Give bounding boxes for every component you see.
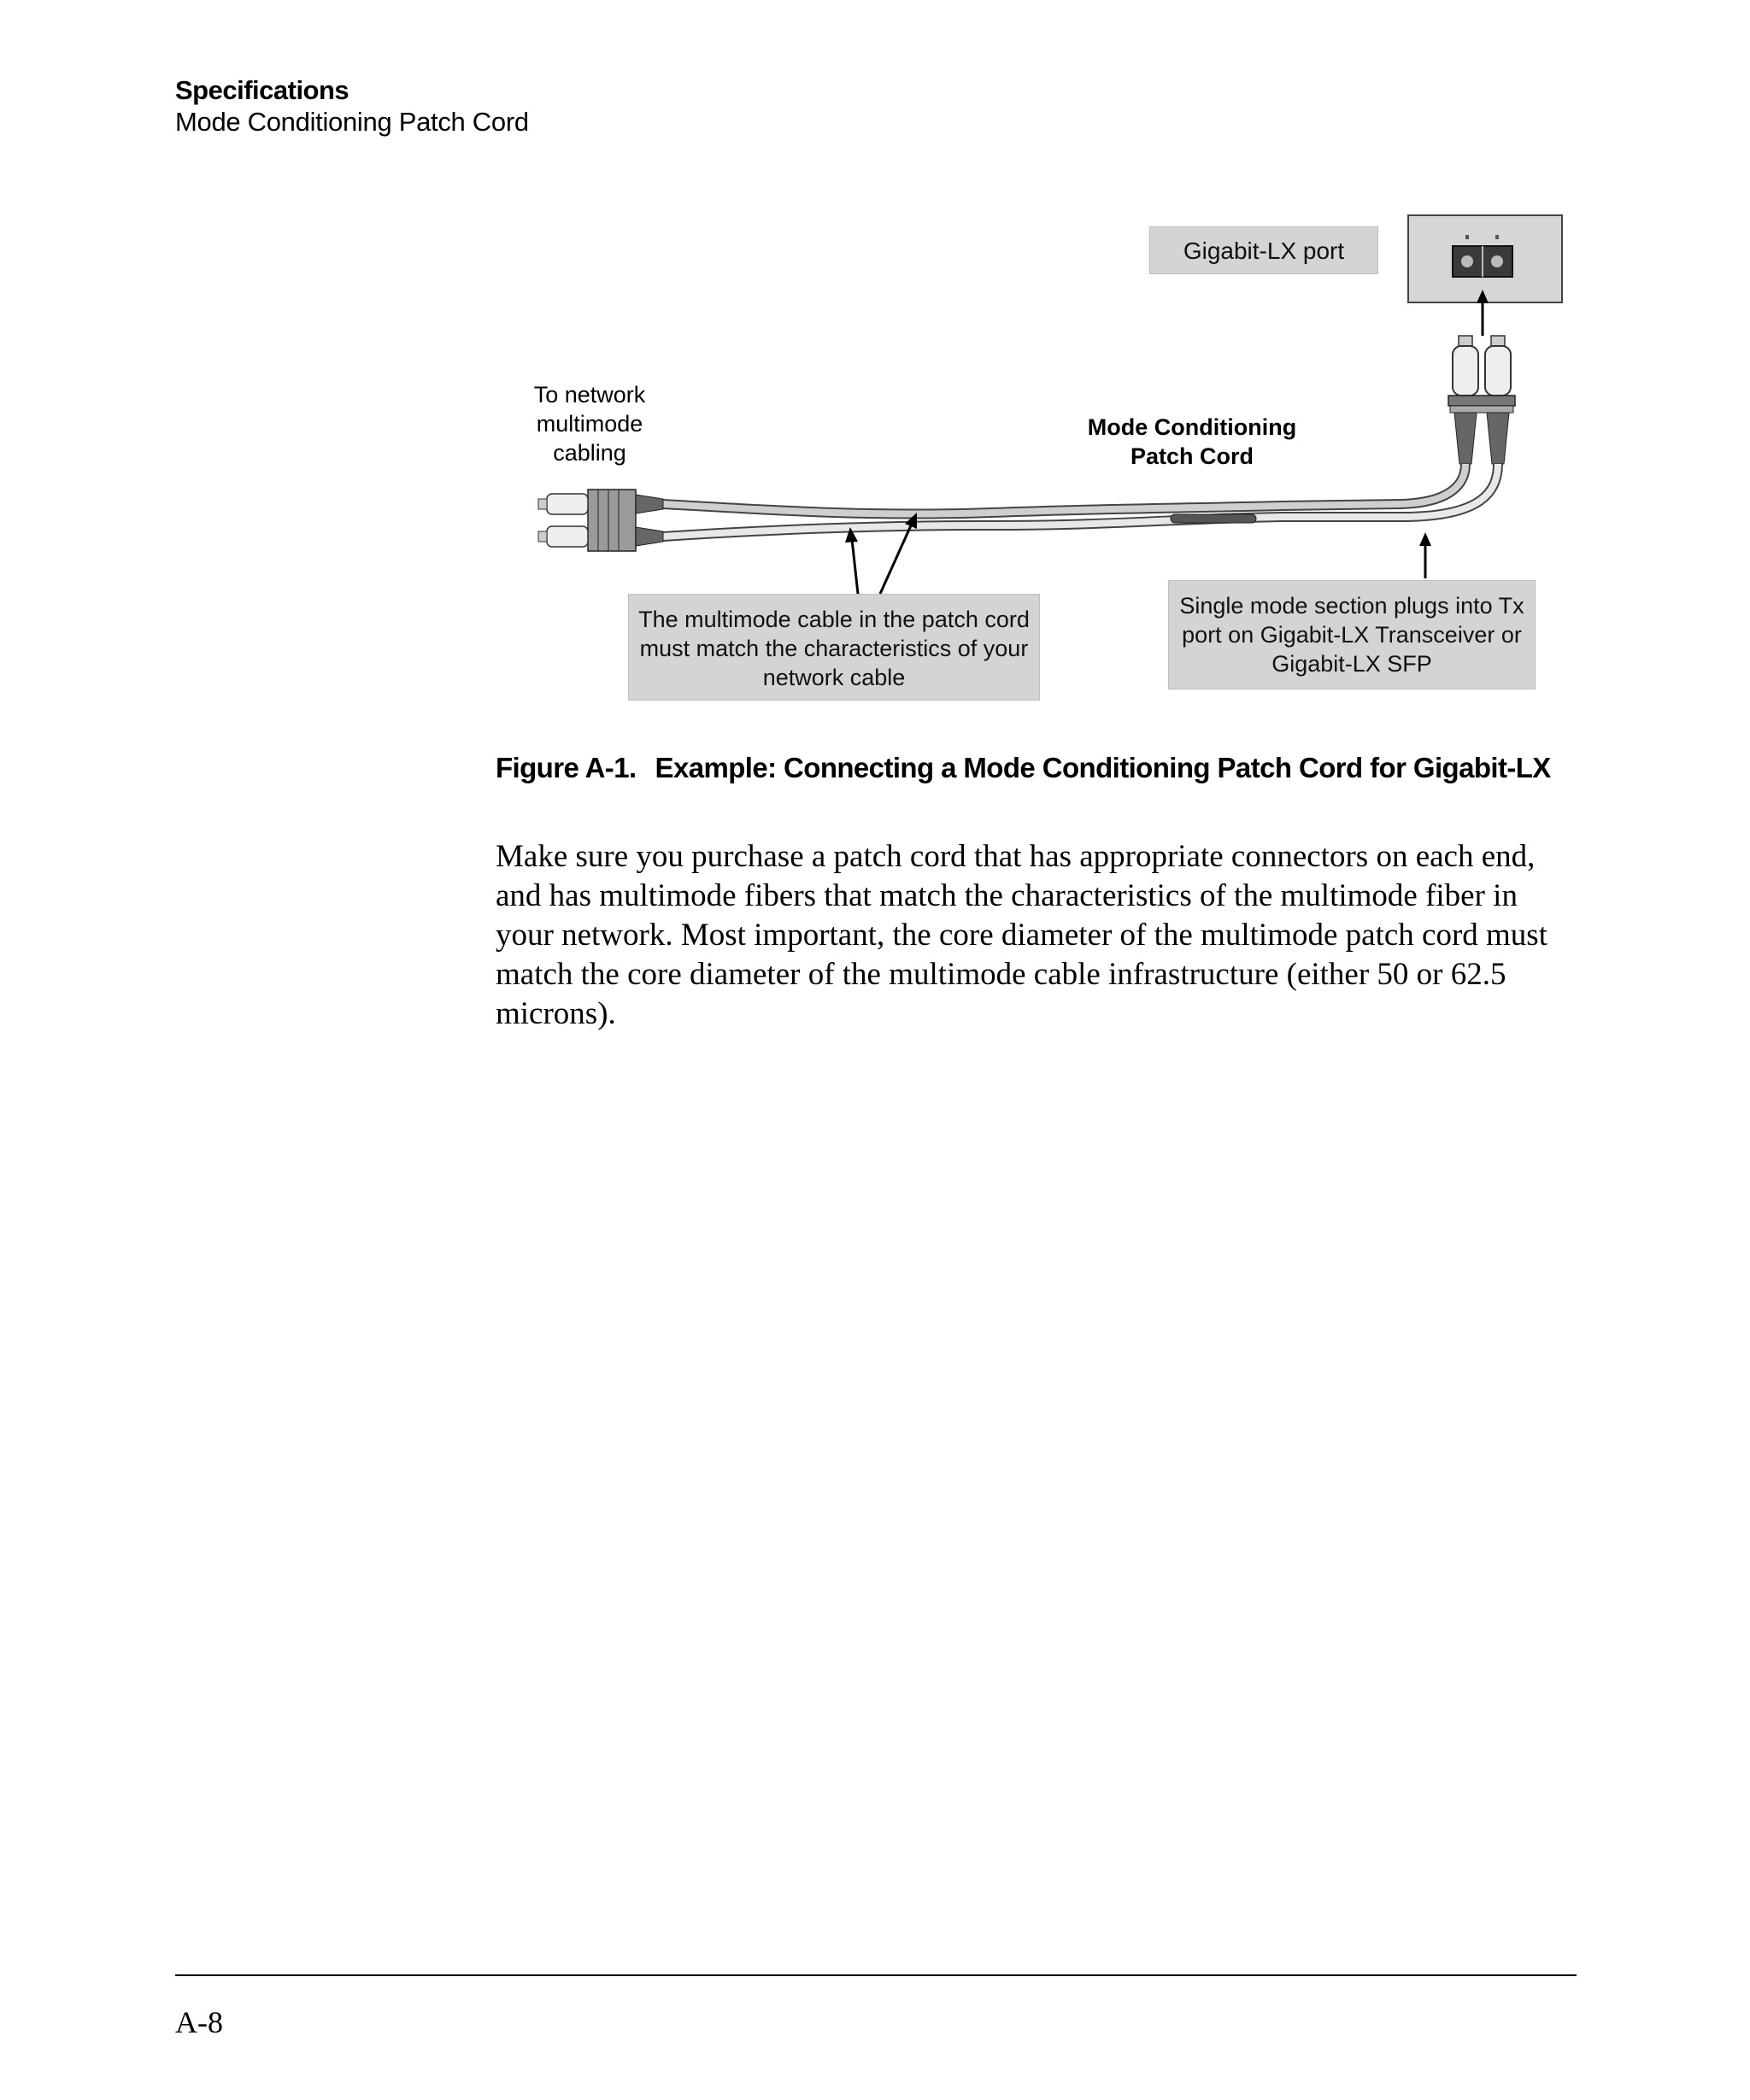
singlemode-note-box: Single mode section plugs into Tx port on Gigabit-LX Transceiver or Gigabit-LX SFP xyxy=(1168,580,1536,689)
header-subsection-title: Mode Conditioning Patch Cord xyxy=(175,107,529,137)
lx-connector-pair xyxy=(1448,336,1515,464)
network-cabling-label: To network multimode cabling xyxy=(533,382,646,466)
gigabit-lx-port-panel xyxy=(1408,215,1562,302)
footer-divider xyxy=(175,1974,1577,1976)
patch-cord-figure xyxy=(513,209,1572,722)
page-number: A-8 xyxy=(175,2005,223,2039)
body-paragraph: Make sure you purchase a patch cord that has appropriate connectors on each end, and has multimode fibers that match the characteristics of the multimode fiber in your network. Most important, the core diameter of the multimode patch cord must match the core diameter of the multimode cable infrastructure (either 50 or 62.5 microns). xyxy=(496,839,1547,1031)
figure-caption xyxy=(496,752,1551,784)
network-connector-pair xyxy=(538,490,663,551)
header-section-title: Specifications xyxy=(175,75,349,105)
patch-cord-cables xyxy=(663,464,1498,537)
figure-caption-title: Example: Connecting a Mode Conditioning Patch Cord for Gigabit-LX xyxy=(655,752,1551,783)
multimode-note-box: The multimode cable in the patch cord must match the characteristics of your network cable xyxy=(628,594,1040,701)
figure-caption-number: Figure A-1. xyxy=(496,752,637,783)
singlemode-arrow xyxy=(1419,532,1431,578)
patch-cord-label: Mode Conditioning Patch Cord xyxy=(1087,414,1297,469)
gigabit-lx-port-label: Gigabit-LX port xyxy=(1149,226,1378,274)
